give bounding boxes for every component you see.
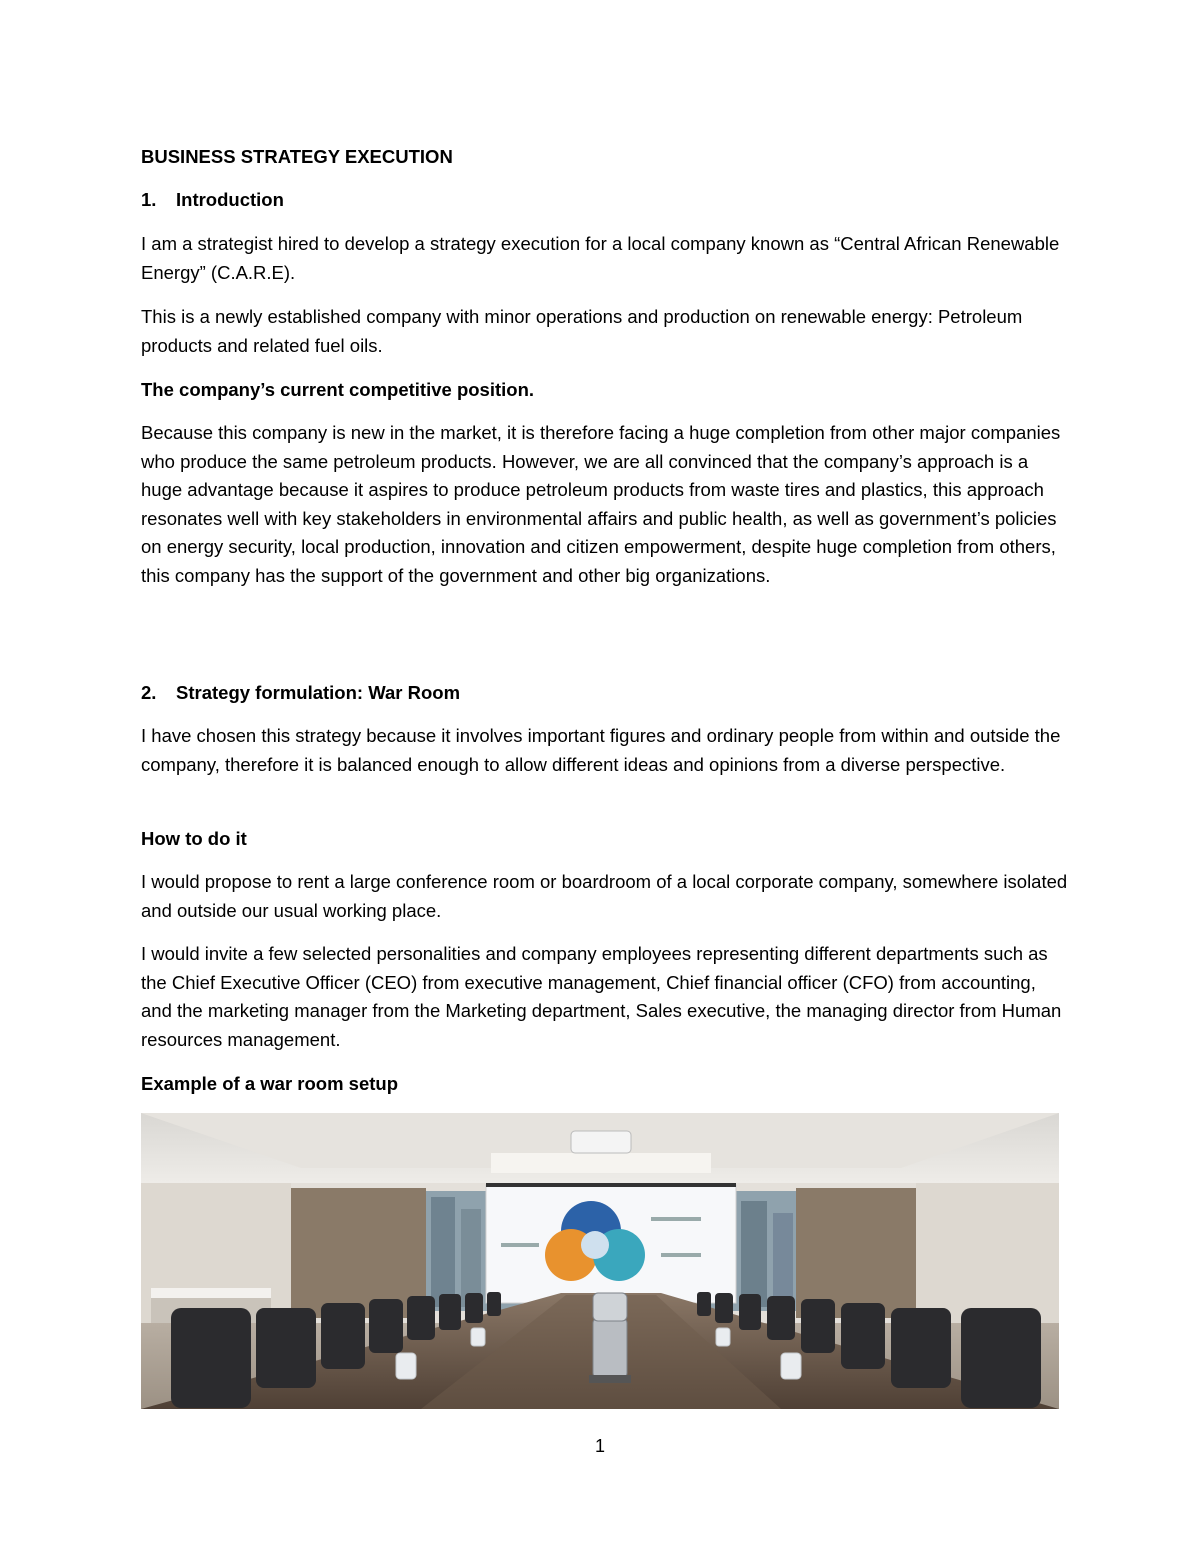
war-room-photo — [141, 1113, 1059, 1409]
section-1-number: 1. — [141, 189, 157, 210]
document-title: BUSINESS STRATEGY EXECUTION — [141, 146, 453, 167]
section-1-heading — [141, 186, 1071, 215]
section-2-number: 2. — [141, 682, 157, 703]
section-1-title: Introduction — [176, 189, 284, 210]
section-2-heading — [141, 679, 1071, 708]
how-to-paragraph-2: I would invite a few selected personalities and company employees representing different departments such as the Chief Executive Officer (CEO) from executive management, Chief financial officer (CFO) from accounting, and the marketing manager from the Marketing department, Sales executive, the managing director from Human resources management. — [141, 943, 1062, 1050]
strategy-paragraph: I have chosen this strategy because it involves important figures and ordinary people from within and outside the company, therefore it is balanced enough to allow different ideas and opinions from a diverse perspective. — [141, 725, 1061, 775]
how-to-paragraph-1: I would propose to rent a large conference room or boardroom of a local corporate company, somewhere isolated and outside our usual working place. — [141, 871, 1068, 921]
conference-room-illustration — [141, 1113, 1059, 1409]
competitive-position-paragraph: Because this company is new in the market, it is therefore facing a huge completion from other major companies who produce the same petroleum products. However, we are all convinced that the company’s approach is a huge advantage because it aspires to produce petroleum products from waste tires and plastics, this approach resonates well with key stakeholders in environmental affairs and public health, as well as government’s policies on energy security, local production, innovation and citizen empowerment, despite huge completion from others, this company has the support of the government and other big organizations. — [141, 422, 1061, 586]
competitive-position-heading: The company’s current competitive position. — [141, 379, 535, 400]
section-2-title: Strategy formulation: War Room — [176, 682, 461, 703]
how-to-heading: How to do it — [141, 828, 247, 849]
figure-caption: Example of a war room setup — [141, 1073, 399, 1094]
intro-paragraph-2: This is a newly established company with minor operations and production on renewable energy: Petroleum products and related fuel oils. — [141, 306, 1023, 356]
intro-paragraph-1: I am a strategist hired to develop a strategy execution for a local company known as “Central African Renewable Energy” (C.A.R.E). — [141, 233, 1060, 283]
page-number: 1 — [594, 1436, 605, 1456]
